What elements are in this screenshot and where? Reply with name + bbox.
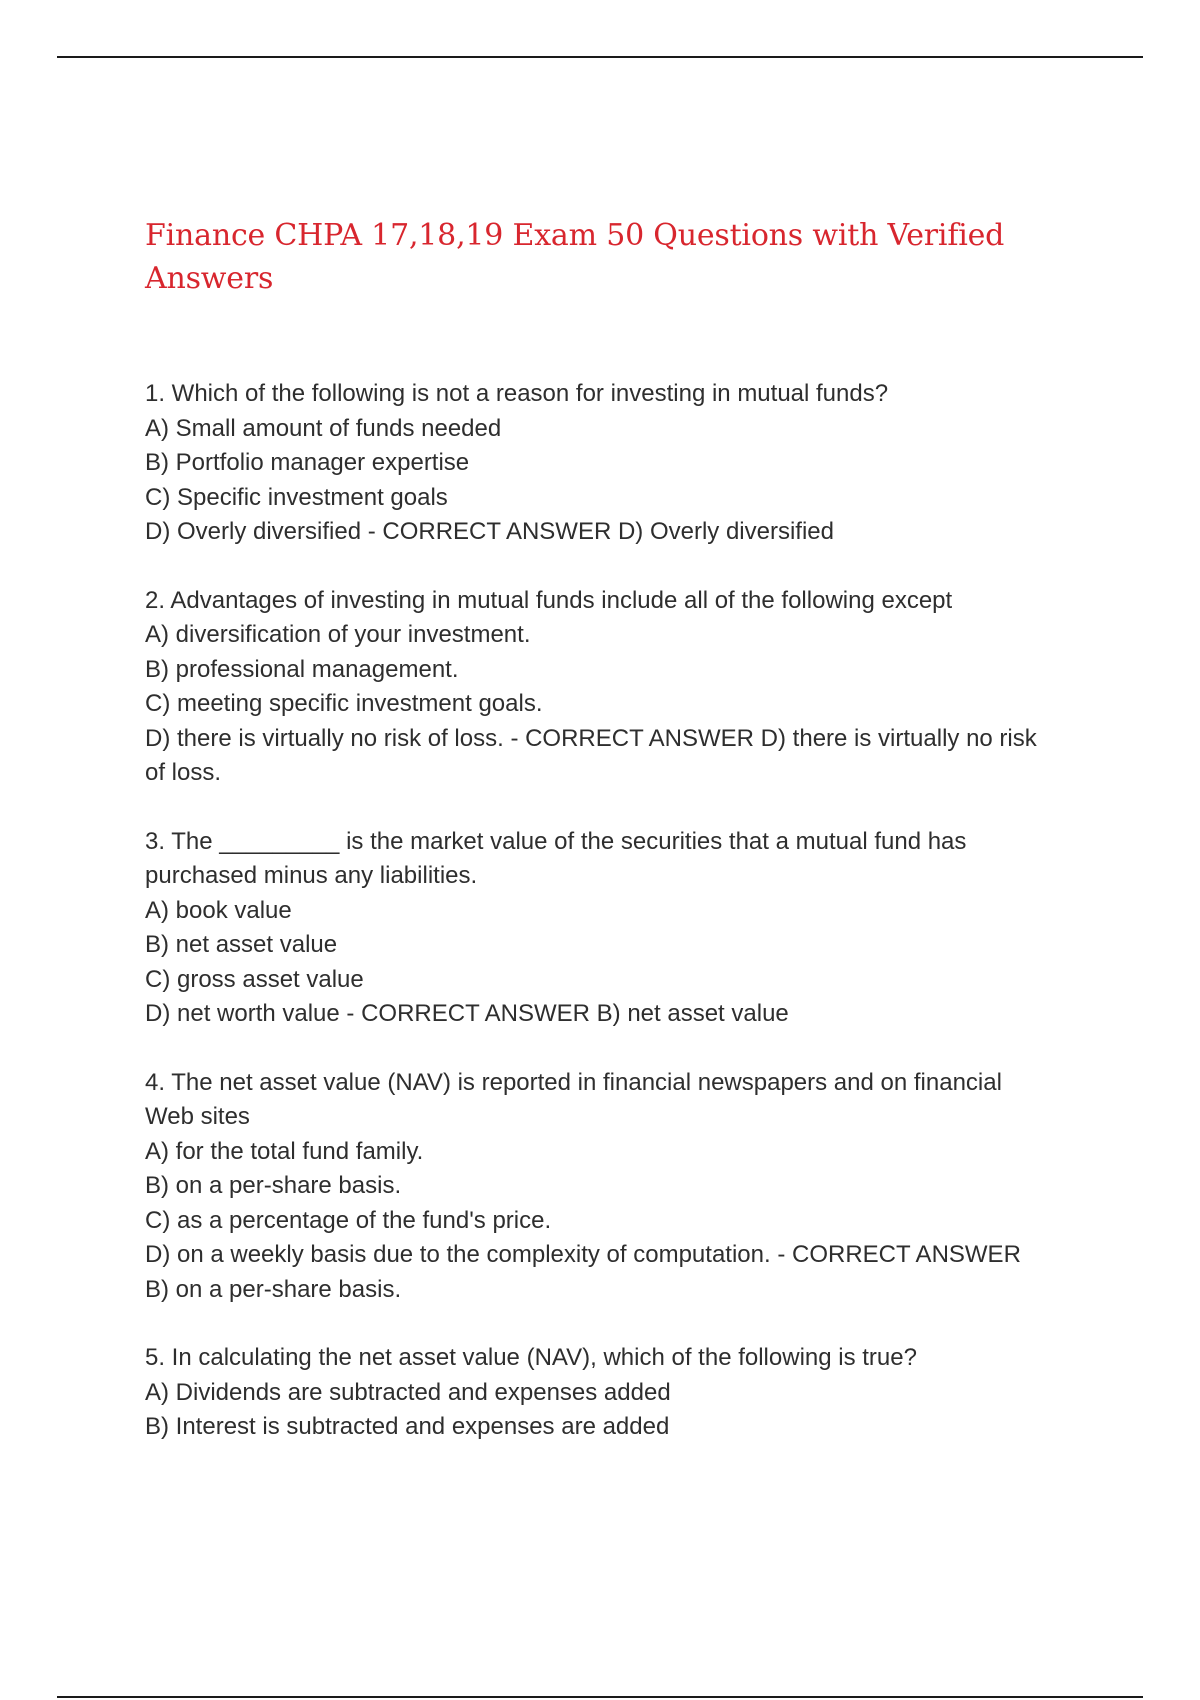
question-3-option-c: C) gross asset value: [145, 965, 364, 993]
question-3-option-b: B) net asset value: [145, 931, 338, 958]
footer-rule: [57, 1696, 1143, 1698]
question-4-option-d-answer: D) on a weekly basis due to the complexity of computation. - CORRECT ANSWER: [145, 1241, 1021, 1268]
question-4-answer-continued: B) on a per-share basis.: [145, 1275, 402, 1303]
question-3: [145, 825, 1085, 1032]
question-3-option-d-answer: D) net worth value - CORRECT ANSWER B) net asset value: [145, 1000, 789, 1027]
question-4-option-a: A) for the total fund family.: [145, 1137, 424, 1165]
question-4: [145, 1066, 1085, 1308]
question-2-option-a: A) diversification of your investment.: [145, 621, 531, 648]
question-3-option-a: A) book value: [145, 896, 292, 924]
question-1-option-b: B) Portfolio manager expertise: [145, 449, 470, 476]
document-body: [145, 214, 1085, 1479]
question-1-option-d-answer: D) Overly diversified - CORRECT ANSWER D) Overly diversified: [145, 518, 835, 545]
question-5-option-b: B) Interest is subtracted and expenses are added: [145, 1413, 670, 1440]
question-5: [145, 1341, 1085, 1445]
question-4-option-c: C) as a percentage of the fund's price.: [145, 1206, 552, 1234]
question-2-option-c: C) meeting specific investment goals.: [145, 690, 543, 717]
question-3-stem-continued: purchased minus any liabilities.: [145, 862, 478, 889]
question-2: [145, 584, 1085, 791]
document-title: Finance CHPA 17,18,19 Exam 50 Questions with Verified Answers: [145, 218, 1005, 296]
question-4-option-b: B) on a per-share basis.: [145, 1172, 402, 1199]
question-4-stem: 4. The net asset value (NAV) is reported in financial newspapers and on financial: [145, 1068, 1002, 1096]
header-rule: [57, 56, 1143, 58]
question-5-option-a: A) Dividends are subtracted and expenses added: [145, 1378, 671, 1406]
question-2-option-d-answer: D) there is virtually no risk of loss. - CORRECT ANSWER D) there is virtually no risk: [145, 724, 1037, 752]
question-1-option-a: A) Small amount of funds needed: [145, 414, 502, 442]
question-1-option-c: C) Specific investment goals: [145, 483, 448, 511]
question-1: [145, 377, 1085, 550]
question-5-stem: 5. In calculating the net asset value (NAV), which of the following is true?: [145, 1344, 917, 1371]
question-2-option-b: B) professional management.: [145, 655, 459, 683]
question-list: [145, 377, 1085, 1445]
question-2-stem: 2. Advantages of investing in mutual funds include all of the following except: [145, 586, 953, 614]
question-2-answer-continued: of loss.: [145, 759, 222, 786]
question-3-stem: 3. The _________ is the market value of the securities that a mutual fund has: [145, 827, 967, 855]
question-4-stem-continued: Web sites: [145, 1103, 250, 1130]
question-1-stem: 1. Which of the following is not a reason for investing in mutual funds?: [145, 380, 889, 407]
